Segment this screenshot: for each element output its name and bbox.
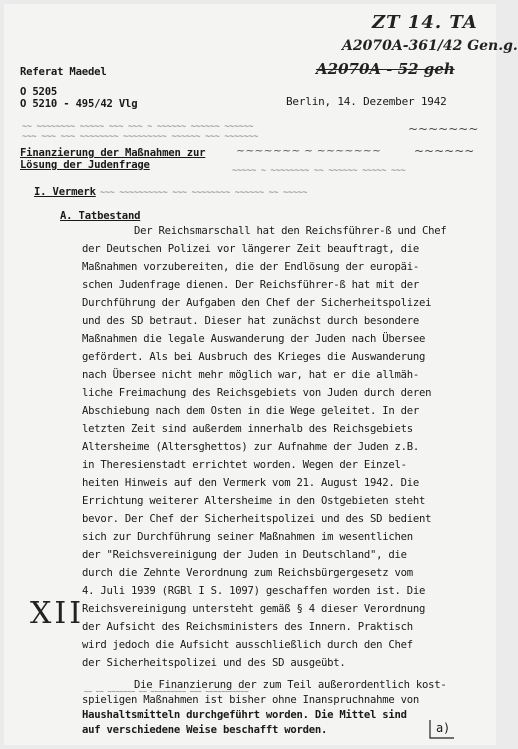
sender-department: Referat Maedel (20, 66, 107, 78)
body-line: Abschiebung nach dem Osten in die Wege geleitet. In der (82, 405, 420, 417)
body-line: 4. Juli 1939 (RGBl I S. 1097) geschaffen worden ist. Die (82, 585, 426, 597)
body-line: wird jedoch die Aufsicht ausschließlich durch den Chef (82, 639, 413, 651)
body-line: der Aufsicht des Reichsministers des Innern. Praktisch (82, 621, 413, 633)
body-line: der Sicherheitspolizei und des SD ausgeübt. (82, 657, 346, 669)
body-line: letzten Zeit sind außerdem innerhalb des Reichsgebiets (82, 423, 413, 435)
continuation-mark: a) (436, 721, 451, 735)
faint-text-decoration: ~~~ ~~~~~~~~~~ ~~~ ~~~~~~~~ ~~~~~~ ~~ ~~~~~ (100, 188, 308, 198)
body-line: gefördert. Als bei Ausbruch des Krieges die Auswanderung (82, 351, 426, 363)
body-line: der "Reichsvereinigung der Juden in Deutschland", die (82, 549, 407, 561)
body-line: Der Reichsmarschall hat den Reichsführer-ß und Chef (134, 225, 447, 237)
body-line: auf verschiedene Weise beschafft worden. (82, 724, 328, 736)
body-line: Haushaltsmitteln durchgeführt worden. Die Mittel sind (82, 709, 407, 721)
section-label: I. Vermerk (34, 186, 96, 198)
body-line: sich zur Durchführung seiner Maßnahmen im wesentlichen (82, 531, 413, 543)
stamp-code: ZT 14. TA (372, 12, 478, 33)
body-line: schen Judenfrage dienen. Der Reichsführer-ß hat mit der (82, 279, 420, 291)
body-line: Maßnahmen die legale Auswanderung der Juden nach Übersee (82, 333, 426, 345)
body-line: nach Übersee nicht mehr möglich war, hat er die allmäh- (82, 369, 420, 381)
body-line: und des SD betraut. Dieser hat zunächst durch besondere (82, 315, 420, 327)
margin-mark: XII (30, 596, 85, 631)
code-line-1: O 5205 (20, 86, 58, 98)
body-line: der Deutschen Polizei vor längerer Zeit beauftragt, die (82, 243, 420, 255)
handwritten-margin-note: ~~~~~~ (414, 144, 475, 158)
body-line: Maßnahmen vorzubereiten, die der Endlösung der europäi- (82, 261, 420, 273)
body-line: Reichsvereinigung untersteht gemäß § 4 dieser Verordnung (82, 603, 426, 615)
subject-line-2: Lösung der Judenfrage (20, 159, 150, 171)
body-line: heiten Hinweis auf den Vermerk vom 21. August 1942. Die (82, 477, 420, 489)
subject-line-1: Finanzierung der Maßnahmen zur (20, 147, 206, 159)
body-line: durch die Zehnte Verordnung zum Reichsbürgergesetz vom (82, 567, 413, 579)
body-line: spieligen Maßnahmen ist bisher ohne Inanspruchnahme von (82, 694, 420, 706)
body-line: Altersheime (Altersghettos) zur Aufnahme der Juden z.B. (82, 441, 420, 453)
faint-text-decoration: ~~~ ~~~ ~~~ ~~~~~~~~ ~~~~~~~~~ ~~~~~~ ~~~ ~~~~~~~ (22, 132, 259, 142)
body-line: Errichtung weiterer Altersheime in den Ostgebieten steht (82, 495, 426, 507)
document-page (4, 4, 518, 745)
body-line: Die Finanzierung der zum Teil außerordentlich kost- (134, 679, 447, 691)
handwritten-margin-note: ~~~~~~~ (408, 122, 479, 136)
body-line: liche Freimachung des Reichsgebiets von Juden durch deren (82, 387, 432, 399)
continuation-bracket-icon (428, 716, 458, 742)
body-line: bevor. Der Chef der Sicherheitspolizei und des SD bedient (82, 513, 432, 525)
place-date: Berlin, 14. Dezember 1942 (286, 95, 447, 108)
file-reference-struck: A2070A - 52 geh (316, 60, 455, 78)
faint-text-decoration: ~~~~~ ~ ~~~~~~~~ ~~ ~~~~~~ ~~~~~ ~~~ (232, 166, 406, 176)
faint-text-decoration: ~~ ~~ ~~~~~~~ ~~ ~~~~~~~~~ ~~~ ~~~~~~~~~~~ (84, 688, 249, 696)
heading-tatbestand: A. Tatbestand (60, 210, 141, 222)
code-line-2: O 5210 - 495/42 Vlg (20, 98, 138, 110)
file-reference-handwritten: A2070A-361/42 Gen.g. (342, 38, 518, 54)
body-line: Durchführung der Aufgaben den Chef der Sicherheitspolizei (82, 297, 432, 309)
body-line: in Theresienstadt errichtet worden. Wegen der Einzel- (82, 459, 407, 471)
faint-text-decoration: ~~ ~~~~~~~~ ~~~~~ ~~~ ~~~ ~ ~~~~~~ ~~~~~~ ~~~~~~ (22, 122, 254, 132)
handwritten-margin-note: ~~~~~~~ ~ ~~~~~~~ (236, 144, 382, 157)
